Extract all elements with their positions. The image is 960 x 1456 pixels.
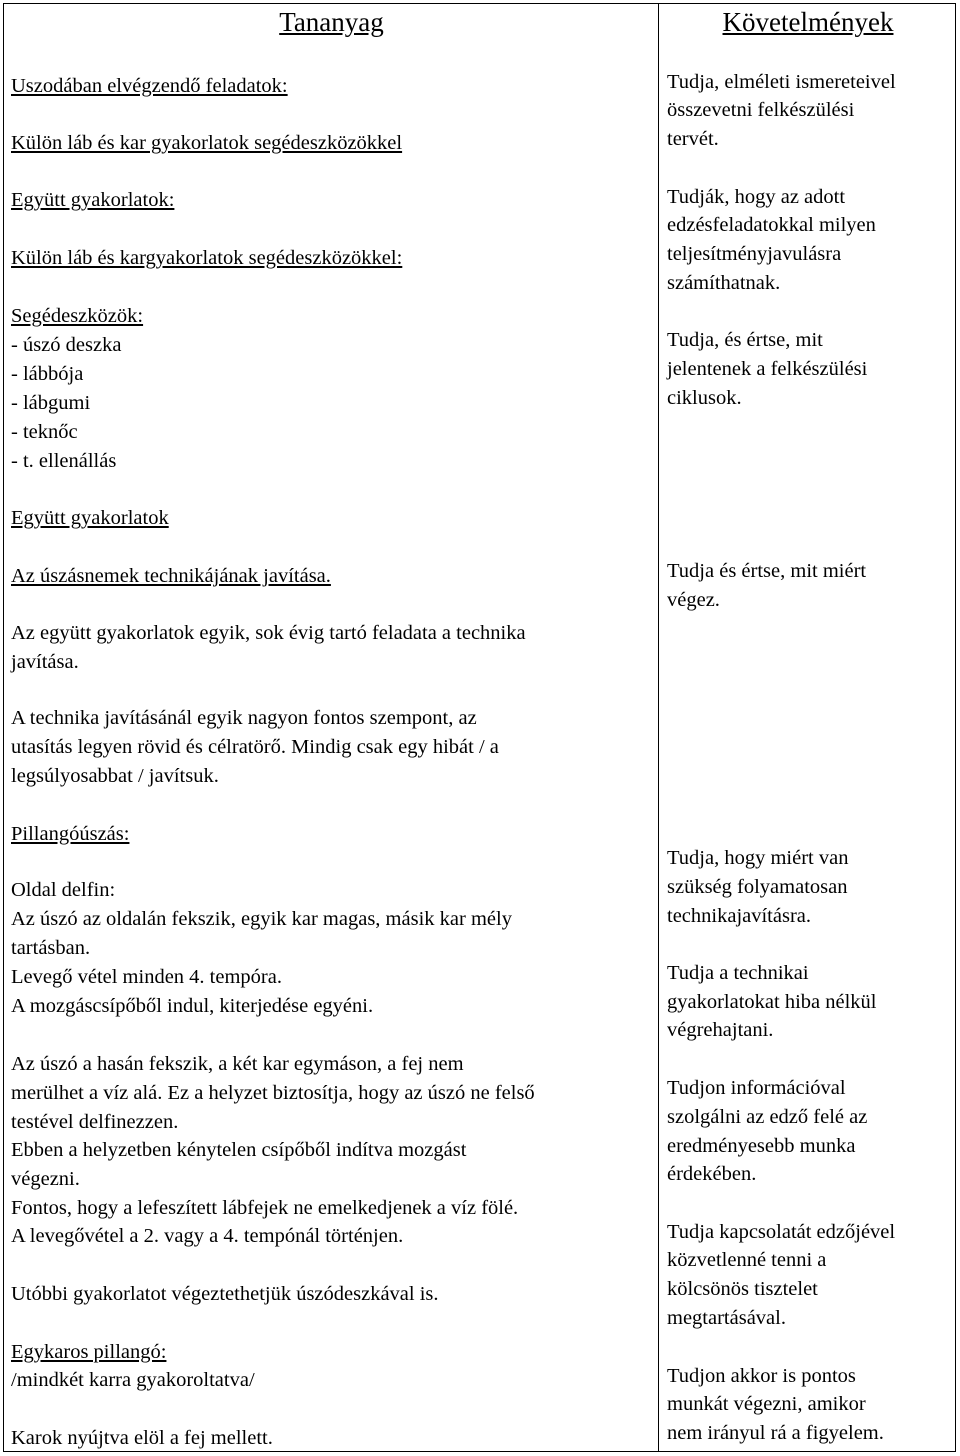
requirement-line: számíthatnak.: [667, 272, 781, 294]
requirement-line: kölcsönös tisztelet: [667, 1278, 818, 1300]
requirement-line: jelentenek a felkészülési: [667, 358, 868, 380]
paragraph-line: végezni.: [11, 1168, 80, 1190]
requirement-line: technikajavításra.: [667, 905, 812, 927]
requirement-line: összevetni felkészülési: [667, 99, 855, 121]
requirement-line: edzésfeladatokkal milyen: [667, 214, 876, 236]
section-heading: Segédeszközök:: [11, 305, 144, 327]
section-heading: Pillangóúszás:: [11, 823, 130, 845]
header-kovetelmenyek: Követelmények: [722, 7, 894, 37]
paragraph-line: A mozgáscsípőből indul, kiterjedése egyéni.: [11, 995, 374, 1017]
paragraph-line: javítása.: [11, 651, 79, 673]
requirement-line: végez.: [667, 589, 720, 611]
requirement-line: ciklusok.: [667, 387, 742, 409]
column-divider: [658, 3, 659, 1452]
section-heading: Külön láb és kargyakorlatok segédeszközökkel:: [11, 247, 403, 269]
requirement-line: végrehajtani.: [667, 1019, 774, 1041]
requirement-line: Tudja a technikai: [667, 962, 809, 984]
section-heading: Uszodában elvégzendő feladatok:: [11, 75, 288, 97]
paragraph-line: A technika javításánál egyik nagyon fontos szempont, az: [11, 707, 477, 729]
requirement-line: Tudja kapcsolatát edzőjével: [667, 1221, 896, 1243]
requirement-line: Tudja, és értse, mit: [667, 329, 823, 351]
requirement-line: Tudja, hogy miért van: [667, 847, 849, 869]
requirement-line: Tudja és értse, mit miért: [667, 560, 867, 582]
paragraph-line: Levegő vétel minden 4. tempóra.: [11, 966, 282, 988]
section-heading: Együtt gyakorlatok:: [11, 189, 175, 211]
requirement-line: megtartásával.: [667, 1307, 786, 1329]
header-tananyag: Tananyag: [279, 7, 384, 37]
paragraph-line: testével delfinezzen.: [11, 1111, 179, 1133]
list-item: - lábgumi: [11, 392, 91, 414]
list-item: - lábbója: [11, 363, 84, 385]
list-item: - úszó deszka: [11, 334, 122, 356]
paragraph-line: tartásban.: [11, 937, 91, 959]
requirement-line: eredményesebb munka: [667, 1135, 856, 1157]
section-heading: Az úszásnemek technikájának javítása.: [11, 565, 331, 587]
requirement-line: szolgálni az edző felé az: [667, 1106, 868, 1128]
requirement-line: Tudják, hogy az adott: [667, 186, 846, 208]
section-heading: Egykaros pillangó:: [11, 1341, 167, 1363]
paragraph-line: Az úszó az oldalán fekszik, egyik kar magas, másik kar mély: [11, 908, 512, 930]
paragraph-line: Karok nyújtva elöl a fej mellett.: [11, 1427, 273, 1449]
requirement-line: munkát végezni, amikor: [667, 1393, 866, 1415]
requirement-line: tervét.: [667, 128, 719, 150]
requirement-line: közvetlenné tenni a: [667, 1249, 827, 1271]
paragraph-line: /mindkét karra gyakoroltatva/: [11, 1369, 255, 1391]
paragraph-line: legsúlyosabbat / javítsuk.: [11, 765, 219, 787]
paragraph-line: Utóbbi gyakorlatot végeztethetjük úszódeszkával is.: [11, 1283, 439, 1305]
paragraph-line: Az úszó a hasán fekszik, a két kar egymáson, a fej nem: [11, 1053, 464, 1075]
paragraph-line: Ebben a helyzetben kénytelen csípőből indítva mozgást: [11, 1139, 467, 1161]
paragraph-line: A levegővétel a 2. vagy a 4. tempónál történjen.: [11, 1225, 404, 1247]
paragraph-line: Fontos, hogy a lefeszített lábfejek ne emelkedjenek a víz fölé.: [11, 1197, 519, 1219]
requirement-line: nem irányul rá a figyelem.: [667, 1422, 884, 1444]
requirement-line: Tudjon akkor is pontos: [667, 1365, 856, 1387]
requirement-line: érdekében.: [667, 1163, 757, 1185]
list-item: - teknőc: [11, 421, 78, 443]
requirement-line: gyakorlatokat hiba nélkül: [667, 991, 877, 1013]
section-heading: Külön láb és kar gyakorlatok segédeszközökkel: [11, 132, 403, 154]
list-item: - t. ellenállás: [11, 450, 117, 472]
paragraph-line: merülhet a víz alá. Ez a helyzet biztosítja, hogy az úszó ne felső: [11, 1082, 535, 1104]
requirement-line: teljesítményjavulásra: [667, 243, 842, 265]
requirement-line: szükség folyamatosan: [667, 876, 848, 898]
section-heading: Együtt gyakorlatok: [11, 507, 169, 529]
requirement-line: Tudja, elméleti ismereteivel: [667, 71, 896, 93]
subheading: Oldal delfin:: [11, 879, 116, 901]
paragraph-line: Az együtt gyakorlatok egyik, sok évig tartó feladata a technika: [11, 622, 526, 644]
paragraph-line: utasítás legyen rövid és célratörő. Mindig csak egy hibát / a: [11, 736, 499, 758]
requirement-line: Tudjon információval: [667, 1077, 846, 1099]
